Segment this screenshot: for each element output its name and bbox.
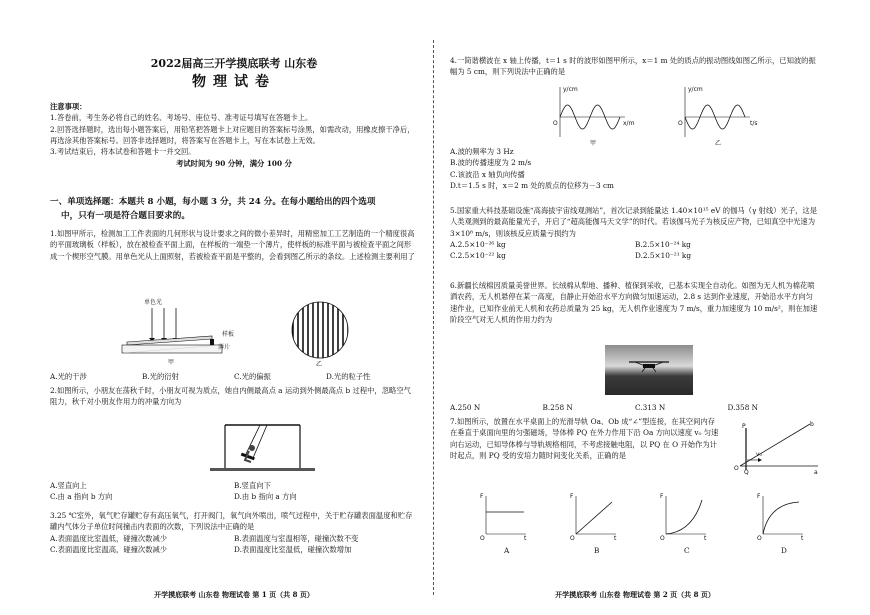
q5-option-b[interactable]: B.2.5×10⁻²⁴ kg [635, 239, 691, 249]
notice-item-1: 1.答卷前，考生务必将自己的姓名、考场号、座位号、准考证号填写在答题卡上。 [50, 113, 313, 123]
figure-wave-jia [545, 87, 635, 147]
rail-label-b: b [810, 421, 814, 428]
q4-option-b[interactable]: B.波的传播速度为 2 m/s [450, 158, 532, 168]
drone-icon [627, 359, 671, 373]
graph-c-o: O [660, 535, 665, 542]
q1-option-a[interactable]: A.光的干涉 [50, 372, 87, 381]
graph-a-y: F [480, 493, 484, 500]
q6-option-c[interactable]: C.313 N [635, 403, 666, 412]
q2-option-c[interactable]: C.由 a 指向 b 方向 [50, 492, 113, 502]
q3-option-c[interactable]: C.表面温度比室温高，碰撞次数减少 [50, 544, 168, 554]
graph-option-b [568, 492, 620, 540]
rail-label-o: O [734, 465, 739, 472]
page-left [50, 0, 418, 615]
question-6 [450, 280, 820, 325]
q7-option-c[interactable]: C [684, 546, 690, 555]
page-divider [433, 40, 434, 595]
q2-option-b[interactable]: B.竖直向下 [234, 481, 271, 490]
drone-photo [605, 345, 693, 395]
q1-option-d[interactable]: D.光的粒子性 [326, 372, 371, 381]
wave2-xlabel: t/s [750, 120, 758, 127]
question-7 [450, 416, 720, 461]
notice-block [50, 101, 418, 170]
graph-a-o: O [480, 535, 485, 542]
graph-b-y: F [570, 493, 574, 500]
question-7-text: 7.如图所示，放置在水平桌面上的光滑导轨 Oa、Ob 成“∠”型连接，在其空间内存在垂直于桌面向里的匀强磁场，导体棒 PQ 在外力作用下沿 Oa 方向以速度 v₀ 匀速向右运动，已知导体棒与导轨规格相同，不考虑接触电阻，以 PQ 在 O 开始作为计时起点，则 PQ 受的安培力随时间变化关系，正确的是 [450, 417, 719, 460]
label-jia: 甲 [168, 359, 175, 366]
q5-option-c[interactable]: C.2.5×10⁻²² kg [450, 251, 506, 261]
graph-a-x: t [524, 535, 527, 542]
q4-option-d[interactable]: D.t＝1.5 s 时，x＝2 m 处的质点的位移为－3 cm [450, 180, 614, 190]
graph-c-y: F [660, 493, 664, 500]
q3-option-b[interactable]: B.表面温度与室温相等，碰撞次数不变 [234, 533, 359, 543]
rail-label-a: a [814, 469, 818, 476]
wave1-caption: 甲 [590, 140, 597, 147]
graph-option-d [755, 492, 807, 540]
rail-label-v: v₀ [756, 451, 762, 458]
question-6-options [450, 402, 820, 413]
footer-right: 开学摸底联考 山东卷 物理试卷 第 2 页（共 8 页） [555, 590, 715, 599]
figure-fringes [290, 300, 360, 370]
q7-option-d[interactable]: D [781, 546, 787, 555]
exam-subtitle: 物理试卷 [192, 74, 276, 90]
q7-option-a[interactable]: A [504, 546, 510, 555]
question-1-options [50, 371, 418, 382]
q5-option-a[interactable]: A.2.5×10⁻²⁶ kg [450, 239, 506, 249]
question-4-options [450, 146, 820, 191]
section-1-line-2: 中，只有一项是符合题目要求的。 [61, 210, 190, 221]
wave1-xlabel: x/m [623, 120, 635, 127]
wave2-origin: O [678, 120, 683, 127]
notice-item-3: 3.考试结束后，将本试卷和答题卡一并交回。 [50, 147, 196, 157]
rail-label-p: P [742, 423, 746, 430]
graph-d-x: t [801, 535, 804, 542]
q5-option-d[interactable]: D.2.5×10⁻²¹ kg [635, 251, 692, 261]
label-shim: 薄片 [218, 344, 231, 351]
question-2 [50, 385, 418, 408]
wave1-ylabel: y/cm [563, 86, 578, 93]
figure-swing [205, 420, 320, 475]
question-1-text: 1.如图甲所示，检测加工工件表面的几何形状与设计要求之间的微小差异时，用精密加工工艺制造的一个精度很高的平面玻璃板（样板），放在被检查平面上面，在样板的一端垫一个薄片，使样板的标准平面与被检查平面之间形成一个楔形空气膜。用单色光从上面照射，若被检查平面是平整的，会看到图乙所示的条纹。上述检测主要利用了 [50, 229, 415, 261]
graph-c-x: t [704, 535, 707, 542]
question-4-text: 4.一简谐横波在 x 轴上传播，t＝1 s 时的波形如图甲所示，x＝1 m 处的质点的振动图线如图乙所示，已知波的振幅为 5 cm，则下列说法中正确的是 [450, 56, 816, 77]
label-light: 单色光 [144, 299, 163, 306]
notice-item-2: 2.回答选择题时，选出每小题答案后，用铅笔把答题卡上对应题目的答案标号涂黑，如需改动，用橡皮擦干净后，再选涂其他答案标号。回答非选择题时，将答案写在答题卡上，写在本试卷上无效。 [50, 124, 415, 145]
graph-option-c [658, 492, 710, 540]
question-3-text: 3.25 ℃室外，氧气贮存罐贮存有高压氧气，打开阀门，氧气向外喷出，喷气过程中，关于贮存罐表面温度和贮存罐内气体分子单位时间撞击内表面的次数，下列说法中正确的是 [50, 511, 413, 532]
figure-rails [732, 420, 820, 475]
q3-option-d[interactable]: D.表面温度比室温低，碰撞次数增加 [234, 544, 352, 554]
question-7-options [450, 545, 820, 557]
q6-option-d[interactable]: D.358 N [727, 403, 759, 412]
figure-wave-yi [670, 87, 760, 147]
section-1-line-1: 一、单项选择题：本题共 8 小题，每小题 3 分，共 24 分。在每小题给出的四个选项 [50, 197, 376, 207]
label-plate: 样板 [222, 331, 235, 338]
question-3 [50, 510, 418, 555]
q1-option-b[interactable]: B.光的衍射 [142, 372, 179, 381]
figure-wedge-interference [122, 298, 252, 368]
question-5 [450, 205, 820, 261]
question-2-text: 2.如图所示，小朋友在荡秋千时，小朋友可视为质点，她自内侧最高点 a 运动到外侧最高点 b 过程中，忽略空气阻力，秋千对小朋友作用力的冲量方向为 [50, 386, 411, 407]
graph-b-x: t [614, 535, 617, 542]
wave2-caption: 乙 [715, 140, 722, 147]
exam-time: 考试时间为 90 分钟，满分 100 分 [176, 159, 292, 169]
graph-b-o: O [570, 535, 575, 542]
section-1-heading [50, 196, 418, 224]
q6-option-b[interactable]: B.258 N [542, 403, 573, 412]
page-right [450, 0, 820, 615]
footer-left: 开学摸底联考 山东卷 物理试卷 第 1 页（共 8 页） [154, 590, 314, 599]
question-1 [50, 228, 418, 262]
question-5-text: 5.国家重大科技基础设施“高海拔宇宙线观测站”，首次记录到能量达 1.40×10¹⁵ eV 的伽马（γ 射线）光子，这是人类观测到的最高能量光子，开启了“超高能伽马天文学”的时代。若该伽马光子为核反应产物，已知真空中光速为 3×10⁸ m/s，则该核反应质量亏损约为 [450, 206, 818, 238]
graph-d-y: F [757, 493, 761, 500]
q1-option-c[interactable]: C.光的偏振 [234, 372, 271, 381]
q4-option-a[interactable]: A.波的频率为 3 Hz [450, 147, 514, 156]
graph-d-o: O [757, 535, 762, 542]
notice-title: 注意事项： [50, 102, 87, 111]
rail-label-q: Q [744, 469, 749, 476]
q7-option-b[interactable]: B [594, 546, 600, 555]
question-6-text: 6.新疆长绒棉因质量美誉世界。长绒棉从犁地、播种、植保到采收，已基本实现全自动化。如图为无人机为棉花喷洒农药，无人机悬停在某一高度，自静止开始沿水平方向做匀加速运动，2.8 s 达到作业速度，开始沿水平方向匀速作业，已知作业前无人机和农药总质量为 25 kg，无人机作业速度为 7 m/s，重力加速度为 10 m/s²，则在加速阶段空气对无人机的作用力约为 [450, 281, 818, 324]
exam-title: 2022届高三开学摸底联考 山东卷 [150, 57, 318, 70]
q4-option-c[interactable]: C.该波沿 x 轴负向传播 [450, 169, 525, 179]
wave1-origin: O [553, 120, 558, 127]
question-2-options [50, 480, 418, 503]
label-yi: 乙 [316, 361, 323, 368]
wave2-ylabel: y/cm [688, 86, 703, 93]
graph-option-a [478, 492, 530, 540]
q2-option-d[interactable]: D.由 b 指向 a 方向 [234, 492, 297, 502]
q2-option-a[interactable]: A.竖直向上 [50, 481, 87, 490]
q6-option-a[interactable]: A.250 N [450, 403, 481, 412]
q3-option-a[interactable]: A.表面温度比室温低，碰撞次数减少 [50, 533, 168, 543]
question-4 [450, 55, 820, 78]
